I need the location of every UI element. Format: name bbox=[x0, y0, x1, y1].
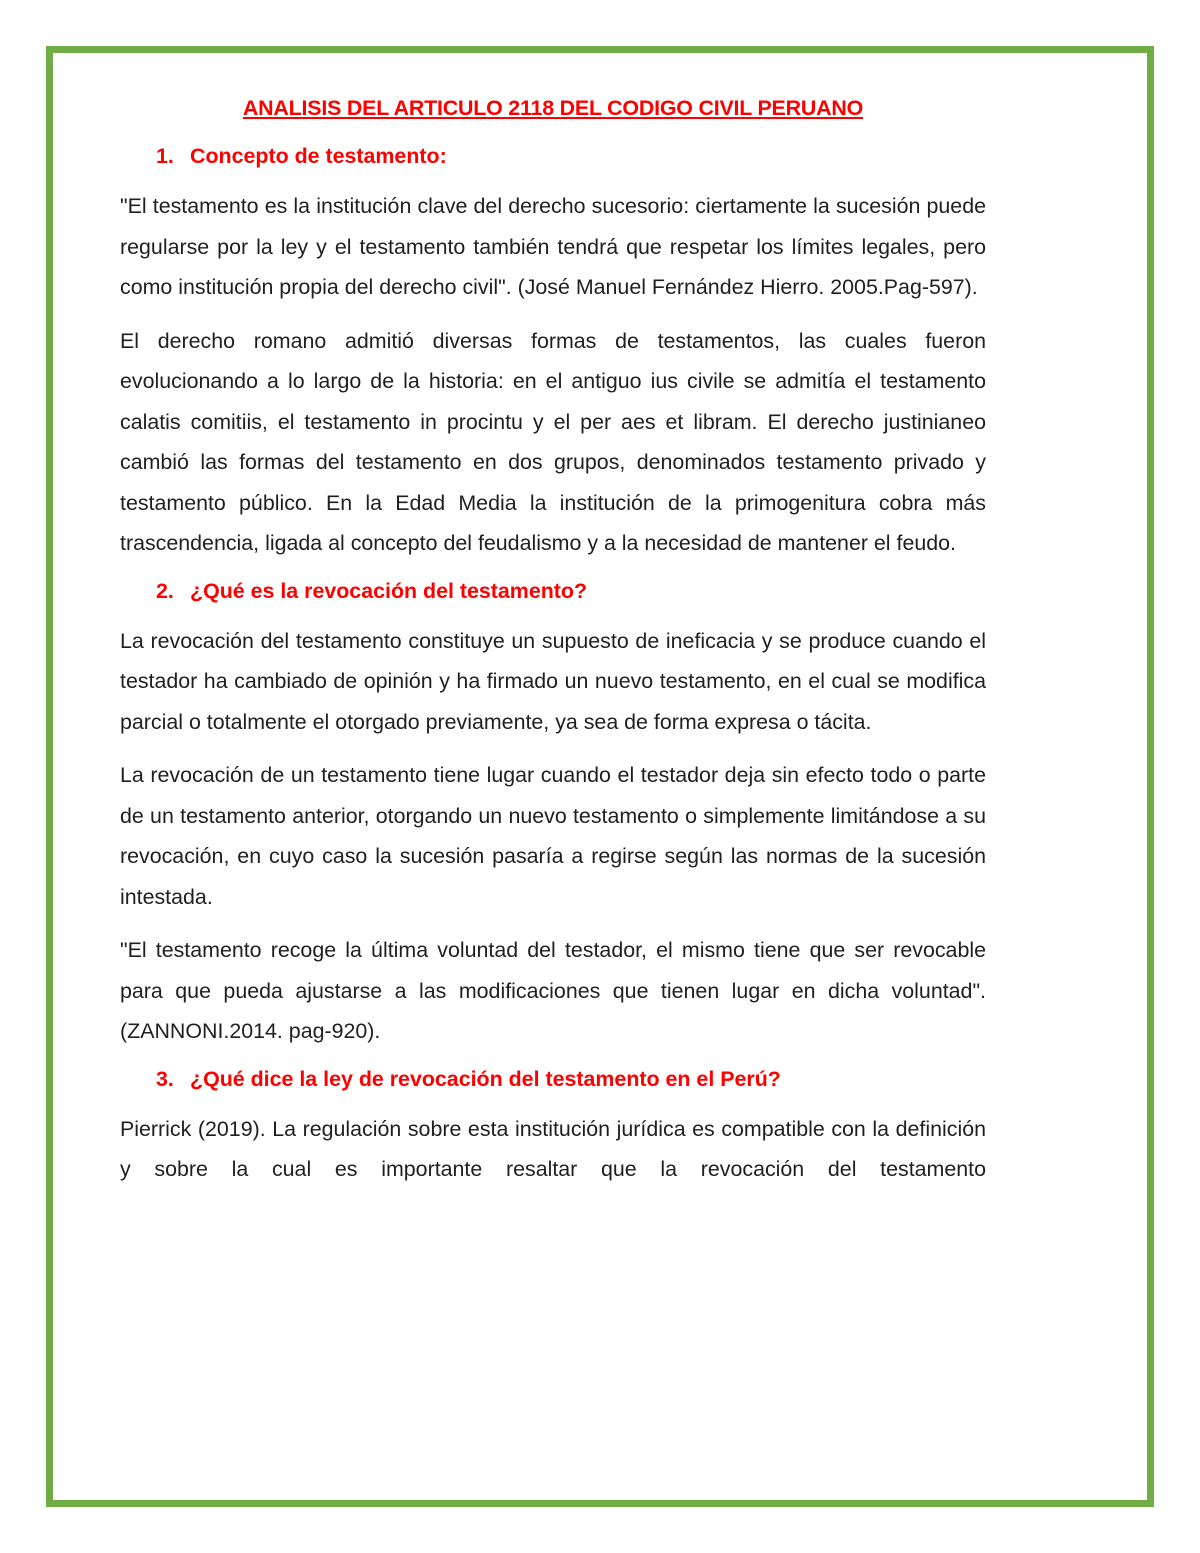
section-heading-text: ¿Qué es la revocación del testamento? bbox=[190, 578, 588, 603]
paragraph: La revocación del testamento constituye un supuesto de ineficacia y se produce cuando el testador ha cambiado de opinión y ha firmado un nuevo testamento, en el cual se modifica parcial o totalmente el otorgado previamente, ya sea de forma expresa o tácita. bbox=[120, 628, 986, 734]
paragraph: "El testamento recoge la última voluntad del testador, el mismo tiene que ser revocable para que pueda ajustarse a las modificaciones que tienen lugar en dicha voluntad". (ZANNONI.2014. pag-920). bbox=[120, 938, 986, 1043]
section-heading-1 bbox=[120, 142, 986, 170]
paragraph: "El testamento es la institución clave del derecho sucesorio: ciertamente la sucesión puede regularse por la ley y el testamento también tendrá que respetar los límites legales, pero como institución propia del derecho civil". (José Manuel Fernández Hierro. 2005.Pag-597). bbox=[120, 194, 986, 299]
section-number: 3. bbox=[156, 1066, 174, 1091]
document-body bbox=[120, 94, 986, 1203]
section-number: 2. bbox=[156, 578, 174, 603]
section-heading-2 bbox=[120, 577, 986, 605]
section-number: 1. bbox=[156, 144, 174, 168]
section-heading-text: ¿Qué dice la ley de revocación del testamento en el Perú? bbox=[190, 1066, 781, 1091]
paragraph: El derecho romano admitió diversas formas de testamentos, las cuales fueron evolucionando a lo largo de la historia: en el antiguo ius civile se admitía el testamento calatis comitiis, el testamento in procintu y el per aes et libram. El derecho justinianeo cambió las formas del testamento en dos grupos, denominados testamento privado y testamento público. En la Edad Media la institución de la primogenitura cobra más trascendencia, ligada al concepto del feudalismo y a la necesidad de mantener el feudo. bbox=[120, 328, 986, 555]
paragraph: Pierrick (2019). La regulación sobre esta institución jurídica es compatible con la definición y sobre la cual es importante resaltar que la revocación del testamento bbox=[120, 1116, 986, 1181]
paragraph: La revocación de un testamento tiene lugar cuando el testador deja sin efecto todo o parte de un testamento anterior, otorgando un nuevo testamento o simplemente limitándose a su revocación, en cuyo caso la sucesión pasaría a regirse según las normas de la sucesión intestada. bbox=[120, 763, 986, 909]
section-heading-3 bbox=[120, 1065, 986, 1093]
section-heading-text: Concepto de testamento: bbox=[190, 144, 447, 168]
document-title: ANALISIS DEL ARTICULO 2118 DEL CODIGO CIVIL PERUANO bbox=[242, 96, 864, 120]
